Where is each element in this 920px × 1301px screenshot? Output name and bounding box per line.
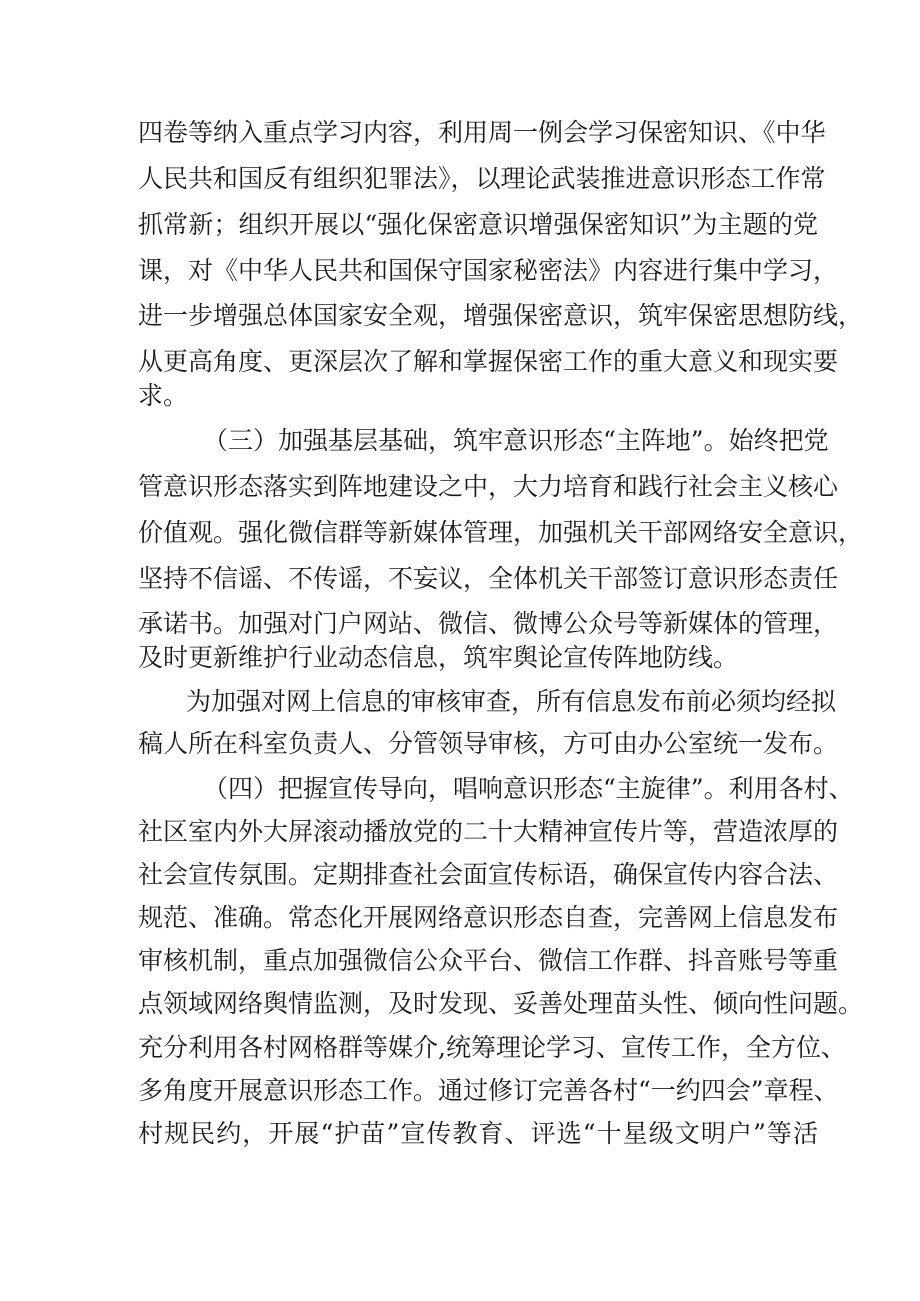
p4-line-4: 规范、准确。常态化开展网络意识形态自查，完善网上信息发布: [138, 903, 839, 932]
p4-line-5: 审核机制，重点加强微信公众平台、微信工作群、抖音账号等重: [138, 946, 839, 975]
p1-line-7: 求。: [138, 381, 189, 410]
p2-line-5: 承诺书。加强对门户网站、微信、微博公众号等新媒体的管理，: [138, 609, 839, 638]
p3-line-1: 为加强对网上信息的审核审查，所有信息发布前必须均经拟: [186, 687, 837, 716]
p4-line-2: 社区室内外大屏滚动播放党的二十大精神宣传片等，营造浓厚的: [138, 817, 839, 846]
p4-line-9: 村规民约，开展“护苗”宣传教育、评选“十星级文明户”等活: [138, 1119, 818, 1148]
p2-line-4: 坚持不信谣、不传谣，不妄议，全体机关干部签订意识形态责任: [138, 564, 839, 593]
p4-line-1: （四）把握宣传导向，唱响意识形态“主旋律”。利用各村、: [203, 774, 854, 803]
p4-line-7: 充分利用各村网格群等媒介,统筹理论学习、宣传工作，全方位、: [138, 1033, 846, 1062]
p1-line-3: 抓常新；组织开展以“强化保密意识增强保密知识”为主题的党: [138, 210, 818, 239]
p1-line-4: 课，对《中华人民共和国保守国家秘密法》内容进行集中学习，: [138, 256, 839, 285]
p2-line-3: 价值观。强化微信群等新媒体管理，加强机关干部网络安全意识，: [138, 518, 864, 547]
p4-line-6: 点领域网络舆情监测，及时发现、妥善处理苗头性、倾向性问题。: [138, 989, 864, 1018]
p2-line-6: 及时更新维护行业动态信息，筑牢舆论宣传阵地防线。: [138, 643, 739, 672]
p1-line-2: 人民共和国反有组织犯罪法》，以理论武装推进意识形态工作常: [138, 164, 826, 193]
p2-line-2: 管意识形态落实到阵地建设之中，大力培育和践行社会主义核心: [138, 472, 839, 501]
p4-line-3: 社会宣传氛围。定期排查社会面宣传标语，确保宣传内容合法、: [138, 860, 839, 889]
p3-line-2: 稿人所在科室负责人、分管领导审核，方可由办公室统一发布。: [138, 729, 839, 758]
p4-line-8: 多角度开展意识形态工作。通过修订完善各村“一约四会”章程、: [138, 1076, 839, 1105]
p2-line-1: （三）加强基层基础，筑牢意识形态“主阵地”。始终把党: [203, 426, 829, 455]
p1-line-1: 四卷等纳入重点学习内容，利用周一例会学习保密知识、《中华: [138, 118, 826, 147]
p1-line-6: 从更高角度、更深层次了解和掌握保密工作的重大意义和现实要: [138, 347, 839, 376]
p1-line-5: 进一步增强总体国家安全观，增强保密意识，筑牢保密思想防线，: [138, 301, 864, 330]
